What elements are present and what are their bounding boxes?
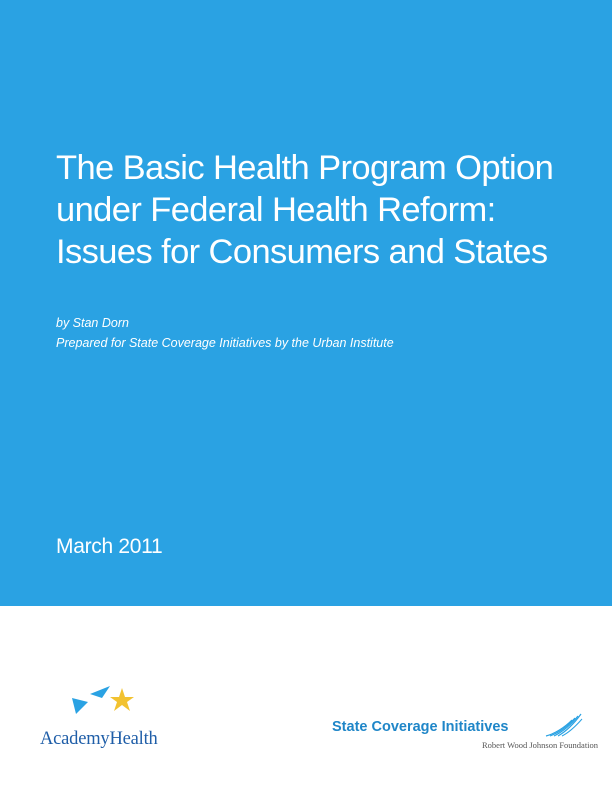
academyhealth-wordmark: AcademyHealth — [40, 729, 158, 749]
report-title-line-2: under Federal Health Reform: — [56, 191, 496, 229]
publication-date: March 2011 — [56, 535, 163, 558]
rwjf-subtitle: Robert Wood Johnson Foundation — [482, 740, 599, 750]
rwjf-feather-icon — [544, 712, 584, 738]
state-coverage-initiatives-logo — [328, 712, 599, 756]
report-title-line-3: Issues for Consumers and States — [56, 233, 548, 271]
prepared-for-line: Prepared for State Coverage Initiatives by the Urban Institute — [56, 336, 394, 350]
sci-title: State Coverage Initiatives — [332, 719, 509, 735]
byline — [56, 313, 576, 353]
academyhealth-stars-icon — [68, 684, 138, 722]
academyhealth-logo — [40, 684, 180, 754]
author-line: by Stan Dorn — [56, 316, 129, 330]
report-title-line-1: The Basic Health Program Option — [56, 149, 554, 187]
report-title — [56, 147, 596, 273]
